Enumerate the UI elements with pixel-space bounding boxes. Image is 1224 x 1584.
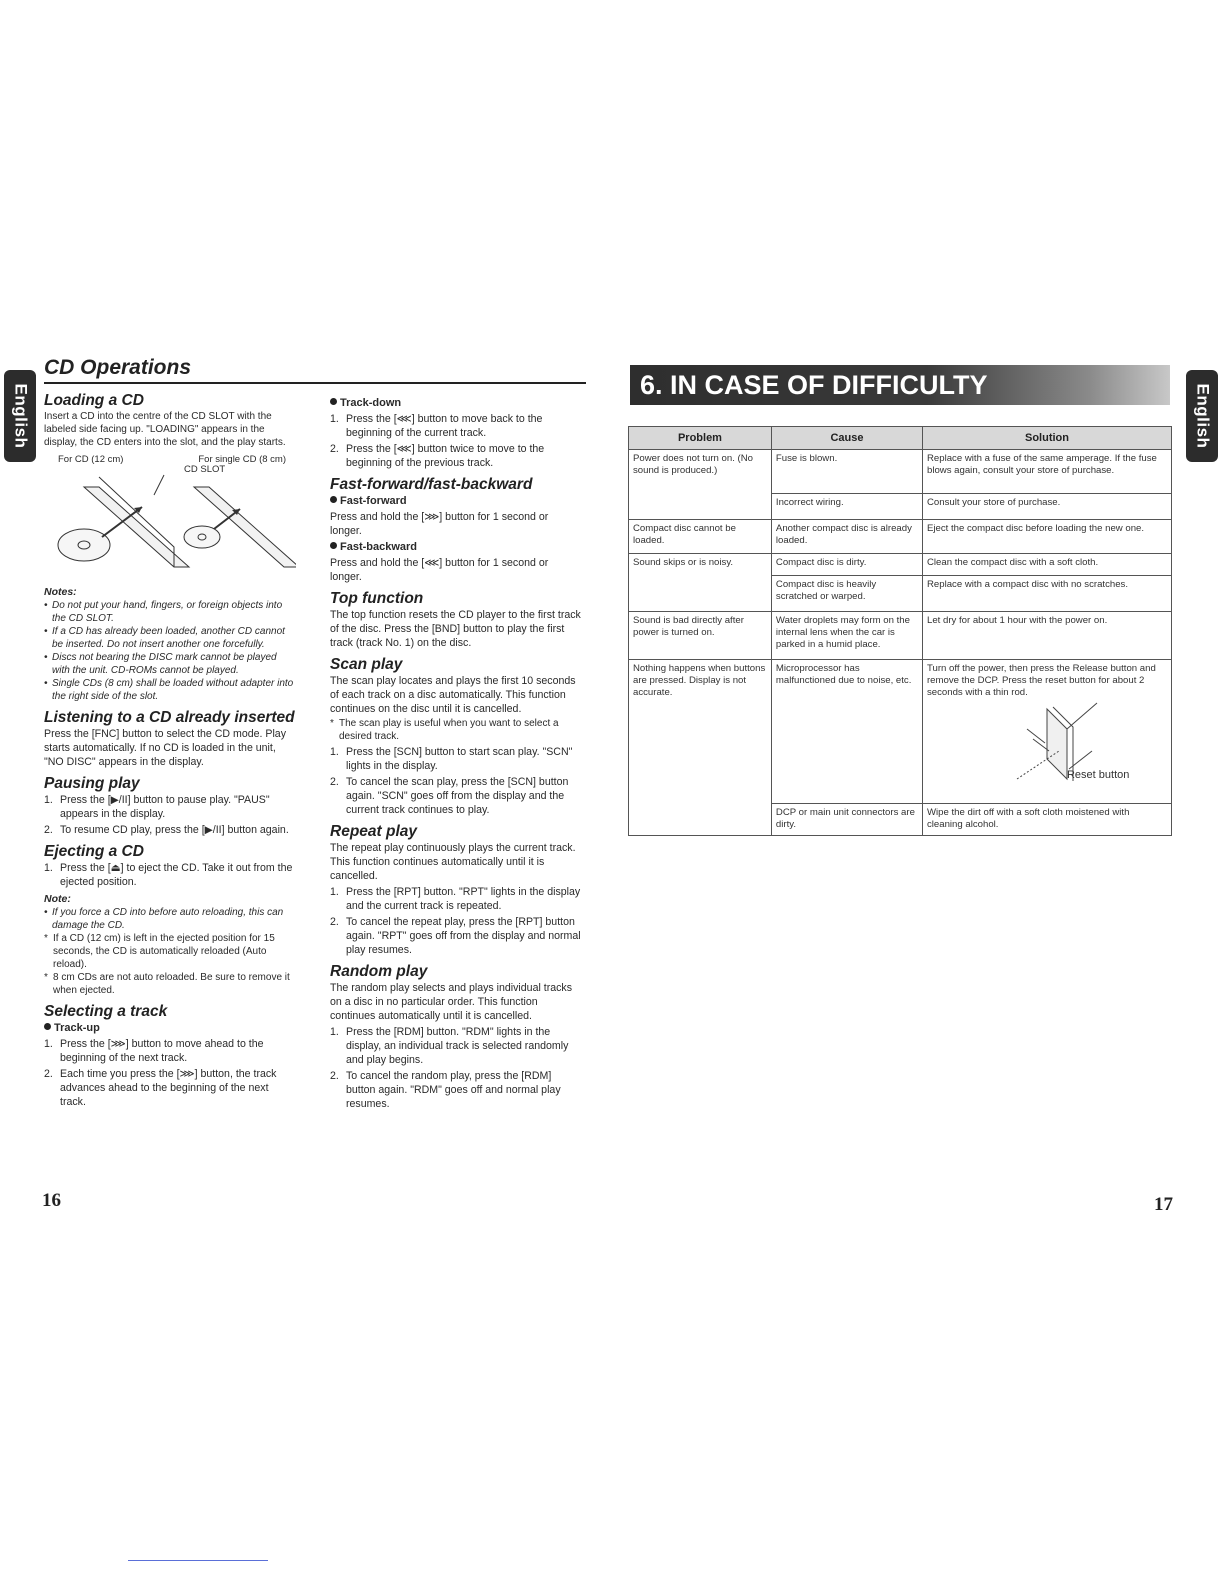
ff-heading: Fast-forward/fast-backward [330, 476, 533, 493]
solution-cell: Wipe the dirt off with a soft cloth moistened with cleaning alcohol. [922, 804, 1171, 836]
track-up-label: Track-up [54, 1022, 100, 1034]
solution-cell: Let dry for about 1 hour with the power on. [922, 612, 1171, 660]
cause-cell: Another compact disc is already loaded. [771, 520, 922, 554]
random-text: The random play selects and plays individual tracks on a disc in no particular order. This function continues automatically until it is cancelled. [330, 982, 573, 1022]
loading-note: • Do not put your hand, fingers, or foreign objects into the CD SLOT. [44, 599, 296, 625]
cd-8-label: For single CD (8 cm) [198, 454, 286, 465]
track-up-step: 1. Press the [⋙] button to move ahead to the beginning of the next track. [44, 1037, 296, 1065]
ejecting-note-text: If you force a CD into before auto reloading, this can damage the CD. [52, 907, 284, 931]
table-row [629, 612, 1172, 660]
troubleshooting-table [628, 426, 1172, 836]
track-down-subheading [330, 396, 582, 410]
track-down-steps [330, 412, 582, 470]
cause-cell: DCP or main unit connectors are dirty. [771, 804, 922, 836]
table-row [629, 660, 1172, 804]
cd-slot-diagram [44, 464, 296, 579]
scan-step: 2. To cancel the scan play, press the [SCN] button again. "SCN" goes off from the display and the current track continues to play. [330, 775, 582, 817]
ejecting-steps [44, 861, 296, 889]
pausing-step: 1. Press the [▶/II] button to pause play. "PAUS" appears in the display. [44, 793, 296, 821]
bullet-icon [330, 496, 337, 503]
footer-link-line [128, 1560, 268, 1561]
loading-note: • Single CDs (8 cm) shall be loaded without adapter into the right side of the slot. [44, 677, 296, 703]
reset-button-illustration [927, 699, 1167, 791]
language-tab-right [1186, 370, 1218, 462]
ff-subheading [330, 494, 582, 508]
loading-note: • Discs not bearing the DISC mark cannot be played with the unit. CD-ROMs cannot be played. [44, 651, 296, 677]
ejecting-step-text: Press the [⏏] to eject the CD. Take it out from the ejected position. [60, 862, 293, 888]
middle-column [330, 394, 582, 1114]
title-rule [44, 382, 586, 384]
solution-text: Turn off the power, then press the Release button and remove the DCP. Press the reset button for about 2 seconds with a thin rod. [926, 663, 1156, 698]
ejecting-star-text: 8 cm CDs are not auto reloaded. Be sure to remove it when ejected. [53, 972, 290, 996]
scan-step: 1. Press the [SCN] button to start scan play. "SCN" lights in the display. [330, 745, 582, 773]
track-up-subheading [44, 1021, 296, 1035]
pausing-step: 2. To resume CD play, press the [▶/II] button again. [44, 824, 289, 836]
cause-cell: Compact disc is dirty. [771, 554, 922, 576]
ejecting-star-note: * If a CD (12 cm) is left in the ejected position for 15 seconds, the CD is automatically reloaded (Auto reload). [44, 932, 296, 971]
fb-subheading [330, 540, 582, 554]
loading-note: • If a CD has already been loaded, another CD cannot be inserted. Do not insert another one forcefully. [44, 625, 296, 651]
ejecting-heading: Ejecting a CD [44, 843, 144, 860]
pausing-step-text: Press the [▶/II] button to pause play. "PAUS" appears in the display. [60, 794, 270, 820]
language-tab-left-label: English [11, 383, 30, 449]
problem-cell: Power does not turn on. (No sound is produced.) [629, 450, 772, 520]
ejecting-note: • If you force a CD into before auto reloading, this can damage the CD. [44, 906, 296, 932]
cause-cell: Water droplets may form on the internal lens when the car is parked in a humid place. [771, 612, 922, 660]
scan-steps [330, 745, 582, 817]
repeat-step-text: To cancel the repeat play, press the [RPT] button again. "RPT" goes off from the display and normal play resumes. [346, 916, 581, 956]
ejecting-star-note: * 8 cm CDs are not auto reloaded. Be sure to remove it when ejected. [44, 971, 296, 997]
cause-cell: Fuse is blown. [771, 450, 922, 494]
track-down-step-text: Press the [⋘] button twice to move to the beginning of the previous track. [346, 443, 545, 469]
cd-slot-illustration [44, 467, 296, 579]
ejecting-note-heading: Note: [44, 893, 71, 905]
solution-cell-with-diagram [922, 660, 1171, 804]
language-tab-left [4, 370, 36, 462]
page-title: CD Operations [44, 356, 192, 379]
scan-step-text: To cancel the scan play, press the [SCN] button again. "SCN" goes off from the display and the current track continues to play. [346, 776, 569, 816]
language-tab-right-label: English [1193, 383, 1212, 449]
repeat-steps [330, 885, 582, 957]
random-step-text: Press the [RDM] button. "RDM" lights in the display, an individual track is selected randomly and play begins. [346, 1026, 569, 1066]
reset-diagram [927, 699, 1167, 791]
pausing-steps [44, 793, 296, 837]
cd-size-labels [58, 453, 286, 467]
ff-label: Fast-forward [340, 495, 407, 507]
loading-note-text: If a CD has already been loaded, another CD cannot be inserted. Do not insert another one forcefully. [52, 626, 285, 650]
track-down-step-text: Press the [⋘] button to move back to the beginning of the current track. [346, 413, 543, 439]
track-up-step: 2. Each time you press the [⋙] button, the track advances ahead to the beginning of the next track. [44, 1067, 296, 1109]
loading-notes-heading: Notes: [44, 586, 77, 598]
random-steps [330, 1025, 582, 1111]
problem-cell: Sound is bad directly after power is turned on. [629, 612, 772, 660]
table-header-row [629, 427, 1172, 450]
track-down-step: 1. Press the [⋘] button to move back to the beginning of the current track. [330, 412, 582, 440]
cd-12-label: For CD (12 cm) [58, 454, 124, 465]
solution-cell: Replace with a fuse of the same amperage. If the fuse blows again, consult your store of purchase. [922, 450, 1171, 494]
loading-text: Insert a CD into the centre of the CD SLOT with the labeled side facing up. "LOADING" appears in the display, the CD enters into the slot, and the play starts. [44, 411, 286, 448]
repeat-heading: Repeat play [330, 823, 418, 840]
fb-label: Fast-backward [340, 541, 418, 553]
track-up-step-text: Each time you press the [⋙] button, the track advances ahead to the beginning of the next track. [60, 1068, 277, 1108]
track-down-step: 2. Press the [⋘] button twice to move to the beginning of the previous track. [330, 442, 582, 470]
random-step: 2. To cancel the random play, press the [RDM] button again. "RDM" goes off and normal play resumes. [330, 1069, 582, 1111]
ejecting-star-text: If a CD (12 cm) is left in the ejected position for 15 seconds, the CD is automatically reloaded (Auto reload). [53, 933, 275, 970]
pausing-step-text: To resume CD play, press the [▶/II] button again. [60, 824, 289, 836]
header-problem: Problem [629, 427, 772, 450]
ff-text: Press and hold the [⋙] button for 1 second or longer. [330, 511, 549, 537]
top-text: The top function resets the CD player to the first track of the disc. Press the [BND] button to play the first track (track No. 1) on the disc. [330, 609, 581, 649]
problem-cell: Sound skips or is noisy. [629, 554, 772, 612]
solution-cell: Consult your store of purchase. [922, 494, 1171, 520]
track-up-step-text: Press the [⋙] button to move ahead to the beginning of the next track. [60, 1038, 264, 1064]
cd-slot-label: CD SLOT [184, 464, 226, 475]
track-down-label: Track-down [340, 397, 402, 409]
loading-note-text: Discs not bearing the DISC mark cannot be played with the unit. CD-ROMs cannot be played. [52, 652, 277, 676]
cause-cell: Microprocessor has malfunctioned due to noise, etc. [771, 660, 922, 804]
cause-cell: Incorrect wiring. [771, 494, 922, 520]
repeat-step: 2. To cancel the repeat play, press the [RPT] button again. "RPT" goes off from the display and normal play resumes. [330, 916, 581, 956]
page-number-right: 17 [1154, 1194, 1173, 1215]
scan-text: The scan play locates and plays the first 10 seconds of each track on a disc automatically. This function continues on the disc until it is cancelled. [330, 675, 576, 715]
selecting-heading: Selecting a track [44, 1003, 168, 1020]
solution-cell: Replace with a compact disc with no scratches. [922, 576, 1171, 612]
repeat-step-text: Press the [RPT] button. "RPT" lights in the display and the current track is repeated. [346, 886, 581, 912]
listening-heading: Listening to a CD already inserted [44, 709, 295, 726]
table-row [629, 554, 1172, 576]
pausing-heading: Pausing play [44, 775, 140, 792]
repeat-step: 1. Press the [RPT] button. "RPT" lights in the display and the current track is repeated. [330, 886, 581, 912]
track-up-steps [44, 1037, 296, 1109]
solution-cell: Clean the compact disc with a soft cloth. [922, 554, 1171, 576]
bullet-icon [44, 1023, 51, 1030]
scan-heading: Scan play [330, 656, 403, 673]
difficulty-banner: 6. IN CASE OF DIFFICULTY [630, 365, 1170, 405]
problem-cell: Nothing happens when buttons are pressed. Display is not accurate. [629, 660, 772, 836]
solution-cell: Eject the compact disc before loading the new one. [922, 520, 1171, 554]
table-row [629, 520, 1172, 554]
scan-step-text: Press the [SCN] button to start scan play. "SCN" lights in the display. [346, 746, 573, 772]
cause-cell: Compact disc is heavily scratched or warped. [771, 576, 922, 612]
bullet-icon [330, 542, 337, 549]
problem-cell: Compact disc cannot be loaded. [629, 520, 772, 554]
bullet-icon [330, 398, 337, 405]
ejecting-step: 1. Press the [⏏] to eject the CD. Take it out from the ejected position. [44, 861, 296, 889]
random-heading: Random play [330, 963, 428, 980]
top-heading: Top function [330, 590, 424, 607]
scan-star-note: * The scan play is useful when you want to select a desired track. [330, 717, 582, 743]
loading-note-text: Do not put your hand, fingers, or foreign objects into the CD SLOT. [52, 600, 283, 624]
repeat-text: The repeat play continuously plays the current track. This function continues automatically until it is cancelled. [330, 842, 576, 882]
table-row [629, 450, 1172, 494]
left-column [44, 392, 296, 1112]
loading-heading: Loading a CD [44, 392, 144, 409]
fb-text: Press and hold the [⋘] button for 1 second or longer. [330, 557, 549, 583]
random-step-text: To cancel the random play, press the [RDM] button again. "RDM" goes off and normal play resumes. [346, 1070, 561, 1110]
random-step: 1. Press the [RDM] button. "RDM" lights in the display, an individual track is selected randomly and play begins. [330, 1025, 582, 1067]
loading-note-text: Single CDs (8 cm) shall be loaded without adapter into the right side of the slot. [52, 678, 294, 702]
scan-star-text: The scan play is useful when you want to select a desired track. [339, 718, 559, 742]
listening-text: Press the [FNC] button to select the CD mode. Play starts automatically. If no CD is loaded in the unit, "NO DISC" appears in the display. [44, 728, 286, 768]
header-cause: Cause [771, 427, 922, 450]
page-number-left: 16 [42, 1190, 61, 1211]
reset-button-label: Reset button [1066, 769, 1130, 781]
header-solution: Solution [922, 427, 1171, 450]
